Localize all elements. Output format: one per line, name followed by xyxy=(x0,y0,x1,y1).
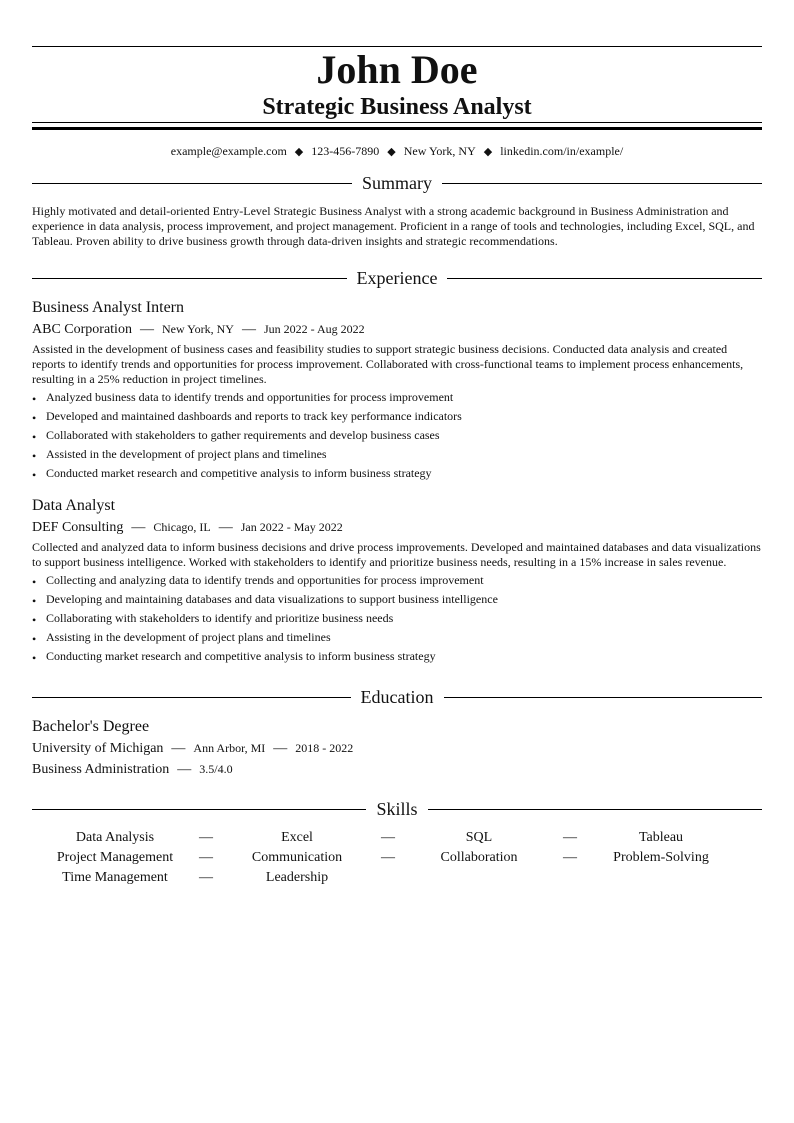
em-dash: — xyxy=(131,520,146,535)
header-divider xyxy=(32,122,762,130)
list-item: • Collecting and analyzing data to identify trends and opportunities for process improvement xyxy=(32,573,484,589)
em-dash: — xyxy=(273,741,288,756)
skill-item: Problem-Solving xyxy=(613,850,709,865)
list-item: • Collaborating with stakeholders to identify and prioritize business needs xyxy=(32,611,394,627)
contact-line xyxy=(32,143,762,160)
bullet-icon: • xyxy=(32,651,37,665)
list-item: • Developing and maintaining databases and data visualizations to support business intelligence xyxy=(32,592,498,608)
skill-item: Time Management xyxy=(62,870,168,885)
skill-item: Project Management xyxy=(56,850,174,865)
job-bullets xyxy=(32,573,762,668)
job-dates: Jan 2022 - May 2022 xyxy=(240,520,343,534)
major: Business Administration xyxy=(32,762,170,777)
education-heading xyxy=(32,686,762,708)
skill-separator: — xyxy=(199,870,213,885)
experience-heading xyxy=(32,267,762,289)
skill-item: Leadership xyxy=(265,870,329,885)
em-dash: — xyxy=(139,322,154,337)
diamond-icon: ◆ xyxy=(294,146,304,158)
skill-separator: — xyxy=(563,830,577,845)
job-description: Assisted in the development of business cases and feasibility studies to support strategic business decisions. Conducted data analysis and created reports to identify trends and opportunities for process improvement. Collaborated with cross-functional teams to implement process enhancements, resulting in a 25% reduction in project timelines. xyxy=(32,342,744,386)
job-meta xyxy=(32,320,762,339)
skills-row xyxy=(32,869,762,889)
bullet-icon: • xyxy=(32,430,37,444)
em-dash: — xyxy=(177,762,192,777)
em-dash: — xyxy=(171,741,186,756)
education-heading-label: Education xyxy=(360,687,434,707)
job-entry xyxy=(32,298,762,485)
job-dates: Jun 2022 - Aug 2022 xyxy=(263,322,365,336)
skills-heading xyxy=(32,798,762,820)
list-item: • Analyzed business data to identify trends and opportunities for process improvement xyxy=(32,390,454,406)
skill-separator: — xyxy=(381,830,395,845)
summary-text: Highly motivated and detail-oriented Entry-Level Strategic Business Analyst with a strong academic background in Business Administration and experience in data analysis, process improvement, and project management. Proficient in a range of tools and technologies, including Excel, SQL, and Tableau. Proven ability to drive business growth through data-driven insights and strategic recommendations. xyxy=(32,204,755,248)
diamond-icon: ◆ xyxy=(483,146,493,158)
summary-heading-label: Summary xyxy=(362,173,432,193)
job-location: New York, NY xyxy=(161,322,234,336)
skill-item: Data Analysis xyxy=(75,830,155,845)
job-meta xyxy=(32,518,762,537)
school-location: Ann Arbor, MI xyxy=(193,741,266,755)
summary-heading xyxy=(32,172,762,194)
bullet-icon: • xyxy=(32,392,37,406)
skill-item: Communication xyxy=(251,850,343,865)
list-item: • Assisting in the development of project plans and timelines xyxy=(32,630,331,646)
bullet-icon: • xyxy=(32,468,37,482)
school: University of Michigan xyxy=(32,741,164,756)
job-entry xyxy=(32,496,762,668)
job-title: Business Analyst Intern xyxy=(32,299,184,316)
bullet-icon: • xyxy=(32,449,37,463)
skill-item: Tableau xyxy=(638,830,684,845)
job-bullets xyxy=(32,390,762,485)
skill-item: Collaboration xyxy=(440,850,518,865)
list-item: • Conducted market research and competitive analysis to inform business strategy xyxy=(32,466,432,482)
contact-linkedin[interactable]: linkedin.com/in/example/ xyxy=(500,144,624,158)
education-entry xyxy=(32,717,762,779)
skill-separator: — xyxy=(381,850,395,865)
skills-row xyxy=(32,829,762,849)
experience-heading-label: Experience xyxy=(356,268,438,288)
skill-separator: — xyxy=(563,850,577,865)
education-dates: 2018 - 2022 xyxy=(295,741,354,755)
bullet-icon: • xyxy=(32,411,37,425)
skill-separator: — xyxy=(199,830,213,845)
diamond-icon: ◆ xyxy=(387,146,396,158)
skill-item: SQL xyxy=(465,830,493,845)
skill-item: Excel xyxy=(281,830,313,845)
em-dash: — xyxy=(218,520,233,535)
job-description: Collected and analyzed data to inform business decisions and drive process improvements. Developed and maintained databases and data visualizations to support business intelligence. Worked with stakeholders to identify and prioritize business needs, resulting in a 15% increase in sales revenue. xyxy=(32,540,761,569)
skills-heading-label: Skills xyxy=(376,799,418,819)
list-item: • Developed and maintained dashboards and reports to track key performance indicators xyxy=(32,409,462,425)
job-company: DEF Consulting xyxy=(32,520,124,535)
skills-row xyxy=(32,849,762,869)
candidate-name: John Doe xyxy=(316,47,478,92)
candidate-title: Strategic Business Analyst xyxy=(262,94,532,120)
em-dash: — xyxy=(241,322,256,337)
education-major-row xyxy=(32,760,762,779)
job-location: Chicago, IL xyxy=(153,520,211,534)
job-company: ABC Corporation xyxy=(32,322,132,337)
skills-grid xyxy=(32,829,762,889)
contact-email[interactable]: example@example.com xyxy=(170,144,287,158)
skill-separator: — xyxy=(199,850,213,865)
gpa: 3.5/4.0 xyxy=(199,762,233,776)
bullet-icon: • xyxy=(32,632,37,646)
bullet-icon: • xyxy=(32,575,37,589)
contact-location: New York, NY xyxy=(403,144,476,158)
education-school-row xyxy=(32,739,762,758)
job-title: Data Analyst xyxy=(32,497,116,514)
list-item: • Conducting market research and competitive analysis to inform business strategy xyxy=(32,649,436,665)
contact-phone: 123-456-7890 xyxy=(311,144,380,158)
list-item: • Assisted in the development of project plans and timelines xyxy=(32,447,327,463)
degree: Bachelor's Degree xyxy=(32,718,150,735)
bullet-icon: • xyxy=(32,613,37,627)
bullet-icon: • xyxy=(32,594,37,608)
list-item: • Collaborated with stakeholders to gather requirements and develop business cases xyxy=(32,428,440,444)
